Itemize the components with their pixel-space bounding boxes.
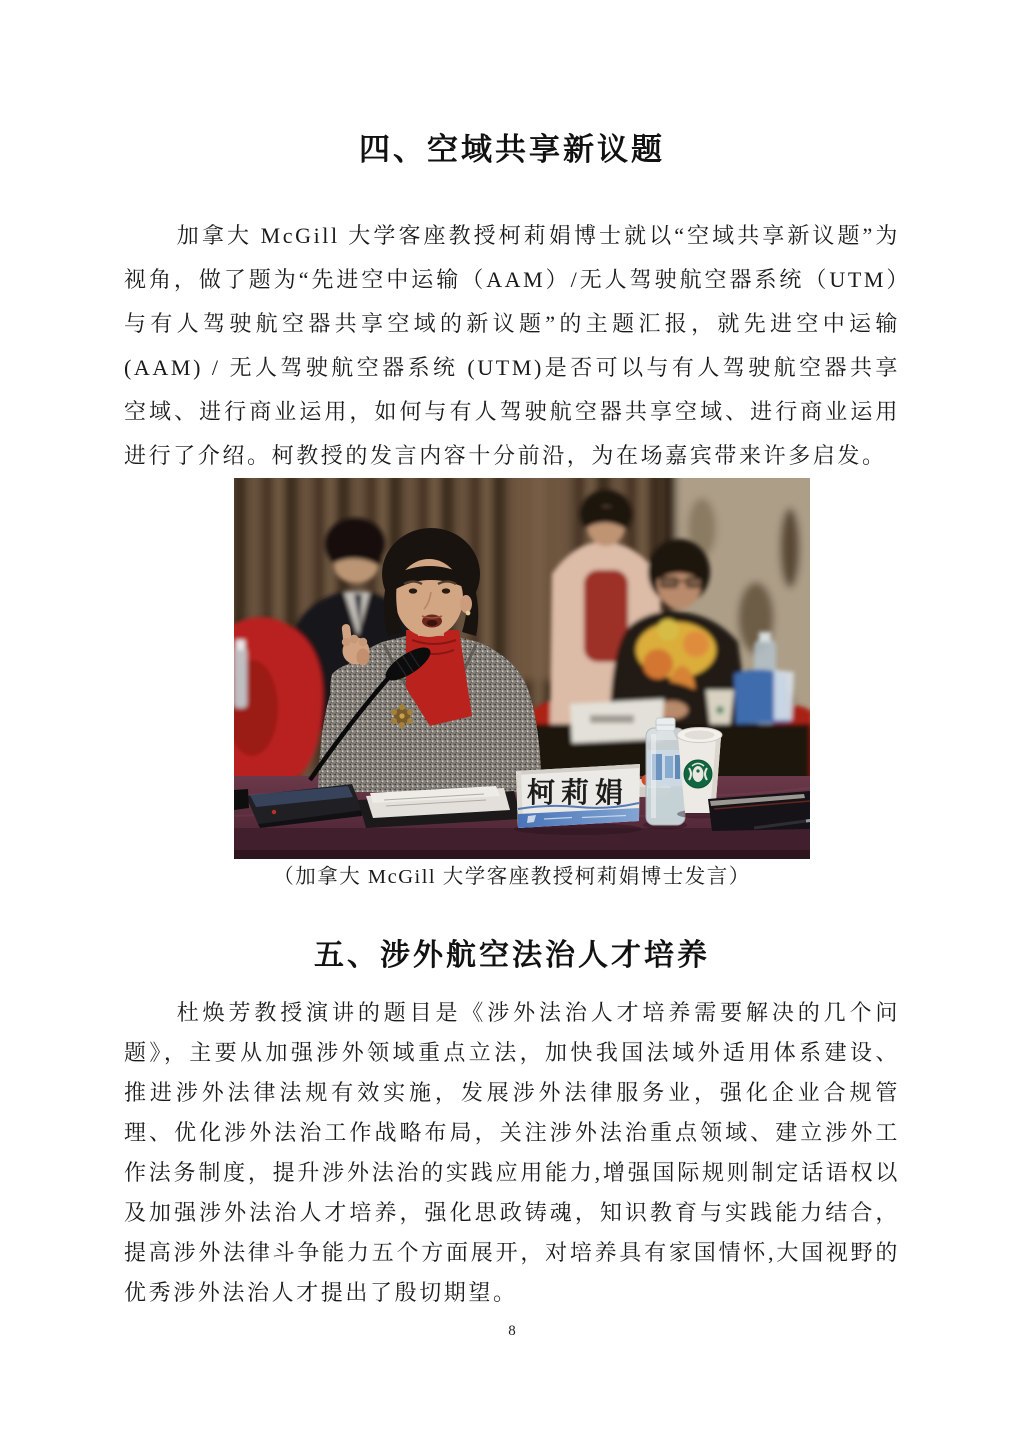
photo-tone-overlay bbox=[234, 478, 810, 859]
conference-photo bbox=[234, 478, 810, 859]
section-4-paragraph: 加拿大 McGill 大学客座教授柯莉娟博士就以“空域共享新议题”为视角，做了题为“先进空中运输（AAM）/无人驾驶航空器系统（UTM）与有人驾驶航空器共享空域的新议题”的主题汇报，就先进空中运输(AAM) / 无人驾驶航空器系统 (UTM)是否可以与有人驾驶航空器共享空域、进行商业运用，如何与有人驾驶航空器共享空域、进行商业运用进行了介绍。柯教授的发言内容十分前沿，为在场嘉宾带来许多启发。 bbox=[124, 223, 900, 468]
conference-photo-figure bbox=[124, 478, 900, 890]
photo-caption: （加拿大 McGill 大学客座教授柯莉娟博士发言） bbox=[273, 866, 751, 888]
section-5-paragraph: 杜焕芳教授演讲的题目是《涉外法治人才培养需要解决的几个问题》，主要从加强涉外领域重点立法，加快我国法域外适用体系建设、推进涉外法律法规有效实施，发展涉外法律服务业，强化企业合规管理、优化涉外法治工作战略布局，关注涉外法治重点领域、建立涉外工作法务制度，提升涉外法治的实践应用能力,增强国际规则制定话语权以及加强涉外法治人才培养，强化思政铸魂，知识教育与实践能力结合，提高涉外法律斗争能力五个方面展开，对培养具有家国情怀,大国视野的优秀涉外法治人才提出了殷切期望。 bbox=[124, 1000, 900, 1305]
section-4-heading: 四、空域共享新议题 bbox=[359, 132, 665, 167]
section-5-heading: 五、涉外航空法治人才培养 bbox=[314, 939, 710, 972]
name-card-text: 柯莉娟 bbox=[526, 778, 630, 809]
conference-photo-scene bbox=[234, 478, 810, 859]
page-number: 8 bbox=[508, 1323, 516, 1339]
